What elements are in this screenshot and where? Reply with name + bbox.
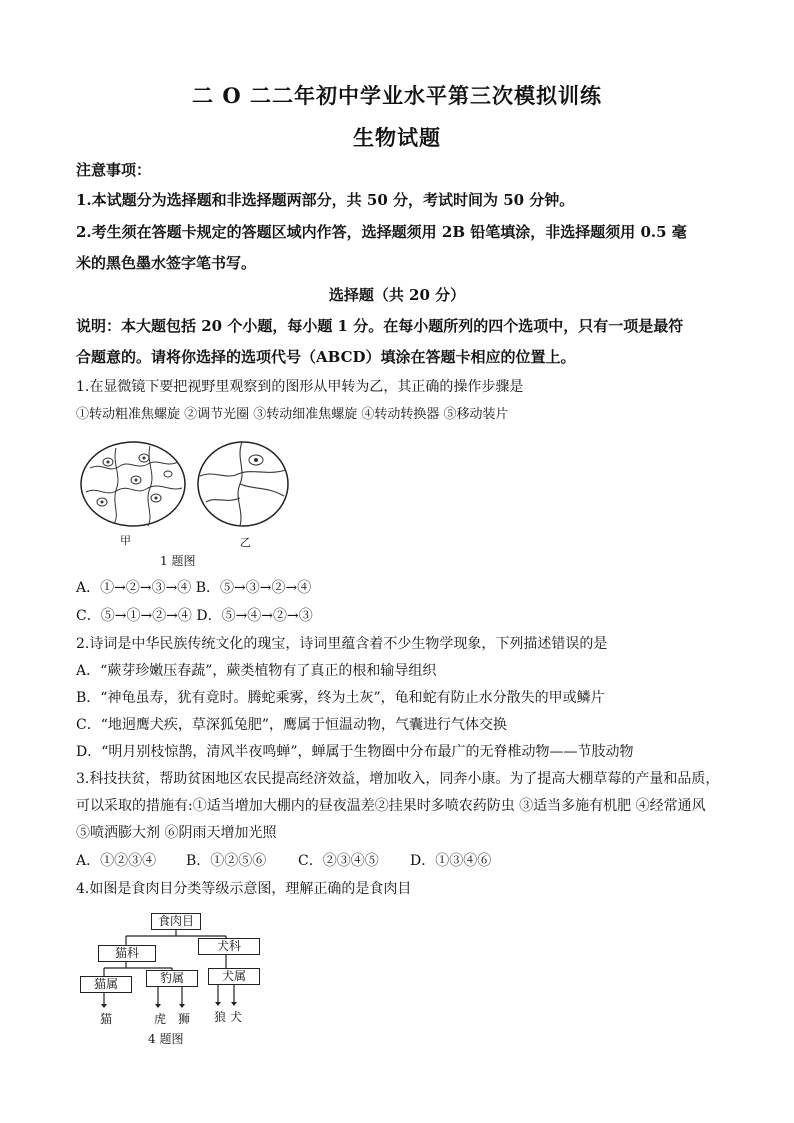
q4-node-genus-panther: 豹属 (146, 970, 198, 987)
q1-steps: ①转动粗准焦螺旋 ②调节光圈 ③转动细准焦螺旋 ④转动转换器 ⑤移动装片 (76, 407, 509, 422)
q3-option-d: D．①③④⑥ (410, 853, 492, 869)
q4-node-family-cat: 猫科 (98, 945, 156, 962)
q4-species-wolf: 狼 (213, 1010, 226, 1024)
q3-option-a: A．①②③④ (76, 853, 157, 869)
q2-option-c: C．“地迥鹰犬疾，草深狐兔肥”，鹰属于恒温动物，气囊进行气体交换 (76, 717, 508, 733)
exam-title: 二 O 二二年初中学业水平第三次模拟训练 (192, 83, 602, 108)
q1-figure-b (196, 440, 290, 528)
q3-stem-line-2: 可以采取的措施有:①适当增加大棚内的昼夜温差②挂果时多喷农药防虫 ③适当多施有机肥 ④经常通风 (76, 798, 706, 814)
q1-figure-a-label: 甲 (120, 534, 131, 547)
q1-stem: 1.在显微镜下要把视野里观察到的图形从甲转为乙，其正确的操作步骤是 (76, 379, 524, 395)
q4-node-order: 食肉目 (151, 913, 201, 930)
q4-species-cat: 猫 (99, 1012, 112, 1026)
section-title: 选择题（共 20 分） (328, 286, 466, 304)
q3-stem-line-1: 3.科技扶贫，帮助贫困地区农民提高经济效益，增加收入，同奔小康。为了提高大棚草莓的产量和品质， (76, 771, 720, 787)
notes-item-1: 1.本试题分为选择题和非选择题两部分，共 50 分，考试时间为 50 分钟。 (76, 191, 575, 209)
exam-subtitle: 生物试题 (353, 125, 441, 150)
q1-options-row-1: A．①→②→③→④ B．⑤→③→②→④ (76, 580, 312, 596)
q4-node-family-dog: 犬科 (198, 938, 260, 955)
q2-option-d: D．“明月别枝惊鹊，清风半夜鸣蝉”，蝉属于生物圈中分布最广的无脊椎动物——节肢动物 (76, 744, 634, 760)
q1-figure-caption: 1 题图 (160, 554, 196, 568)
q3-option-c: C．②③④⑤ (298, 853, 379, 869)
q4-species-tiger: 虎 (153, 1012, 166, 1026)
q4-species-lion: 狮 (177, 1012, 190, 1026)
q3-stem-line-3: ⑤喷洒膨大剂 ⑥阴雨天增加光照 (76, 825, 277, 841)
q2-option-a: A．“蕨芽珍嫩压春蔬”，蕨类植物有了真正的根和输导组织 (76, 663, 437, 679)
q4-node-genus-dog: 犬属 (208, 968, 260, 985)
q4-figure-caption: 4 题图 (148, 1032, 184, 1046)
q1-options-row-2: C．⑤→①→②→④ D．⑤→④→②→③ (76, 608, 313, 624)
q2-option-b: B．“神龟虽寿，犹有竟时。腾蛇乘雾，终为土灰”，龟和蛇有防止水分散失的甲或鳞片 (76, 690, 605, 706)
q2-stem: 2.诗词是中华民族传统文化的瑰宝，诗词里蕴含着不少生物学现象，下列描述错误的是 (76, 636, 608, 652)
notes-item-2-line-1: 2.考生须在答题卡规定的答题区域内作答，选择题须用 2B 铅笔填涂，非选择题须用 0.5 毫 (76, 223, 687, 241)
notes-item-2-line-2: 米的黑色墨水签字笔书写。 (76, 254, 257, 272)
q4-node-genus-cat: 猫属 (80, 976, 132, 993)
section-desc-line-2: 合题意的。请将你选择的选项代号（ABCD）填涂在答题卡相应的位置上。 (76, 348, 576, 366)
notes-heading: 注意事项： (76, 161, 152, 179)
section-desc-line-1: 说明：本大题包括 20 个小题，每小题 1 分。在每小题所列的四个选项中，只有一项是最符 (76, 317, 684, 335)
q1-figure-b-label: 乙 (240, 536, 251, 549)
q1-figure-a (78, 440, 188, 528)
q4-species-dog: 犬 (229, 1010, 242, 1024)
q3-option-b: B．①②⑤⑥ (186, 853, 267, 869)
q4-stem: 4.如图是食肉目分类等级示意图，理解正确的是食肉目 (76, 881, 412, 897)
